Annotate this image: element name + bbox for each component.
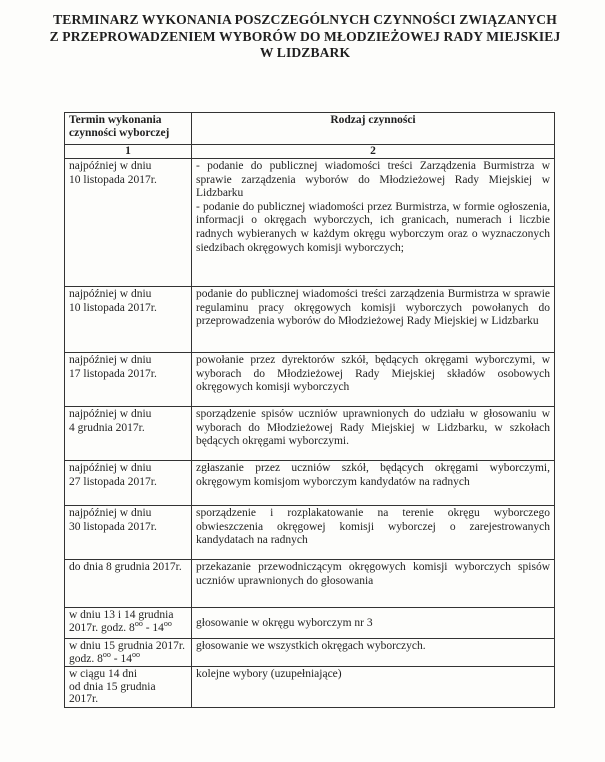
table-row [65,560,555,608]
table-row [65,407,555,461]
term-line: 27 listopada 2017r. [69,475,157,488]
term-cell [65,560,192,608]
time-superscript: oo [163,618,172,628]
term-line: - 14 [142,621,164,634]
table-row [65,608,555,639]
table-row [65,667,555,708]
term-line: 10 listopada 2017r. [69,301,157,314]
term-line: najpóźniej w dniu [69,288,152,300]
description-cell [192,159,555,287]
term-line: najpóźniej w dniu [69,408,152,420]
description-cell: sporządzenie i rozplakatowanie na terenie okręgu wyborczego obwieszczenia okręgowej komisji wyborczej o zarejestrowanych kandydatach na radnych [192,506,555,560]
term-line: 4 grudnia 2017r. [69,421,145,434]
term-cell [65,608,192,639]
term-line: w ciągu 14 dni [69,668,138,680]
term-line: najpóźniej w dniu [69,507,152,519]
term-cell [65,506,192,560]
term-line: 10 listopada 2017r. [69,173,157,186]
term-line: najpóźniej w dniu [69,354,152,366]
header-row [65,113,555,145]
term-line: od dnia 15 grudnia 2017r. [69,680,156,705]
title-line-3: W LIDZBARK [259,45,351,60]
document-title [40,12,570,62]
description-cell: przekazanie przewodniczącym okręgowych komisji wyborczych spisów uczniów uprawnionych do głosowania [192,560,555,608]
time-superscript: oo [134,618,143,628]
header-number-2: 2 [192,145,555,159]
description-cell: podanie do publicznej wiadomości treści zarządzenia Burmistrza w sprawie regulaminu pracy okręgowych komisji wyborczych powołanych do przeprowadzenia wyborów do Młodzieżowej Rady Miejskiej w Lidzbarku [192,287,555,353]
term-cell [65,159,192,287]
time-superscript: oo [102,649,111,659]
description-cell: zgłaszanie przez uczniów szkół, będących okręgami wyborczymi, okręgowym komisjom wyborczym kandydatów na radnych [192,461,555,506]
header-term-line-1: Termin wykonania [69,114,162,126]
description-cell: kolejne wybory (uzupełniające) [192,667,555,708]
table-row [65,159,555,287]
header-type: Rodzaj czynności [192,113,555,145]
term-cell [65,287,192,353]
table-row [65,506,555,560]
title-line-2: Z PRZEPROWADZENIEM WYBORÓW DO MŁODZIEŻOWEJ RADY MIEJSKIEJ [49,28,561,44]
term-cell [65,639,192,667]
table-row [65,639,555,667]
header-number-row [65,145,555,159]
header-term-line-2: czynności wyborczej [69,127,170,139]
header-number-1: 1 [65,145,192,159]
description-cell: sporządzenie spisów uczniów uprawnionych do udziału w głosowaniu w wyborach do Młodzieżowej Rady Miejskiej w Lidzbarku, w szkołach będących okręgami wyborczymi. [192,407,555,461]
header-term [65,113,192,145]
term-cell [65,461,192,506]
term-line: 30 listopada 2017r. [69,520,157,533]
table-row [65,461,555,506]
term-cell [65,353,192,407]
term-line: najpóźniej w dniu [69,160,152,172]
description-item: - podanie do publicznej wiadomości przez Burmistrza, w formie ogłoszenia, informacji o okręgach wyborczych, ich granicach, numerach i liczbie radnych wybieranych w każdym okręgu wyborczym oraz o wyznaczonych siedzibach okręgowych komisji wyborczych; [196,200,550,254]
table-row [65,287,555,353]
title-line-1: TERMINARZ WYKONANIA POSZCZEGÓLNYCH CZYNNOŚCI ZWIĄZANYCH [53,12,557,27]
description-cell: powołanie przez dyrektorów szkół, będących okręgami wyborczymi, w wyborach do Młodzieżowej Rady Miejskiej składów osobowych okręgowych komisji wyborczych [192,353,555,407]
term-line: 2017r. godz. 8 [69,621,135,634]
term-line: w dniu 13 i 14 grudnia [69,609,174,621]
schedule-table [64,112,555,708]
term-cell [65,667,192,708]
term-line: - 14 [110,652,132,665]
description-item: - podanie do publicznej wiadomości treści Zarządzenia Burmistrza w sprawie zarządzenia wyborów do Młodzieżowej Rady Miejskiej w Lidzbarku [196,160,550,200]
term-line: w dniu 15 grudnia 2017r. [69,640,185,652]
term-line: 17 listopada 2017r. [69,367,157,380]
term-line: do dnia 8 grudnia 2017r. [69,561,182,573]
table-row [65,353,555,407]
description-cell: głosowanie w okręgu wyborczym nr 3 [192,608,555,639]
term-cell [65,407,192,461]
description-cell: głosowanie we wszystkich okręgach wyborczych. [192,639,555,667]
time-superscript: oo [131,649,140,659]
term-line: godz. 8 [69,652,103,665]
term-line: najpóźniej w dniu [69,462,152,474]
